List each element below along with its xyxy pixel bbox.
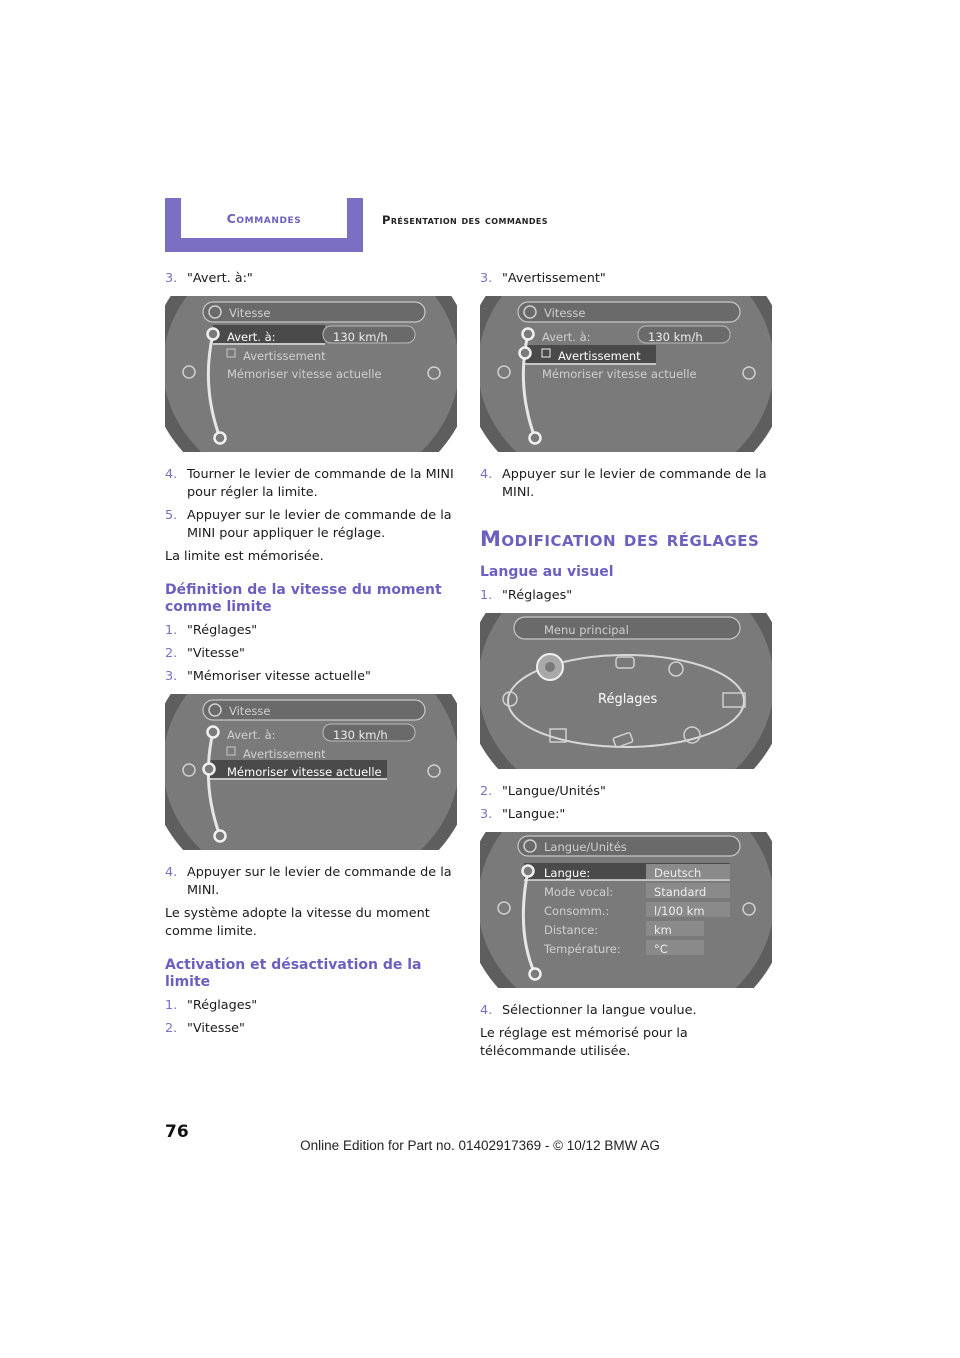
footer-edition: Online Edition for Part no. 01402917369 - © 10/12 BMW AG	[300, 1138, 660, 1153]
list-item: 4. Tourner le levier de commande de la MINI pour régler la limite.	[165, 467, 454, 500]
paragraph: Le réglage est mémorisé pour la télécommande utilisée.	[480, 1026, 688, 1059]
page-number: 76	[165, 1122, 189, 1142]
list-item: 1. "Réglages"	[165, 623, 258, 638]
display-screenshot-langue-unites: Langue/Unités Langue: Deutsch Mode vocal: Standard Consomm.: l/100 km Distance: km Température: °C	[480, 832, 772, 988]
heading-activation: Activation et désactivation de la limite	[165, 957, 422, 990]
list-item: 4. Appuyer sur le levier de commande de la MINI.	[165, 865, 452, 898]
display-screenshot-menu-principal: Menu principal Réglages	[480, 613, 772, 769]
list-item: 4. Sélectionner la langue voulue.	[480, 1003, 697, 1018]
heading-langue: Langue au visuel	[480, 564, 614, 580]
right-column	[480, 270, 772, 1066]
display-screenshot-memoriser: Vitesse Avert. à: 130 km/h Avertissement Mémoriser vitesse actuelle	[165, 694, 457, 850]
section-title: Présentation des commandes	[382, 213, 548, 227]
left-column	[165, 270, 457, 1043]
chapter-tab-label: Commandes	[181, 198, 347, 238]
list-item: 2. "Vitesse"	[165, 646, 245, 661]
list-item: 2. "Langue/Unités"	[480, 784, 606, 799]
paragraph: La limite est mémorisée.	[165, 549, 324, 564]
chapter-tab	[165, 198, 363, 252]
list-item: 1. "Réglages"	[165, 998, 258, 1013]
list-item: 5. Appuyer sur le levier de commande de la MINI pour appliquer le réglage.	[165, 508, 452, 541]
heading-modification: Modification des réglages	[480, 527, 760, 551]
display-screenshot-avert: Vitesse Avert. à: 130 km/h Avertissement Mémoriser vitesse actuelle	[165, 296, 457, 452]
list-item: 3. "Langue:"	[480, 807, 566, 822]
display-screenshot-avertissement: Vitesse Avert. à: 130 km/h Avertissement Mémoriser vitesse actuelle	[480, 296, 772, 452]
list-item: 3. "Mémoriser vitesse actuelle"	[165, 669, 371, 684]
list-item: 3. "Avert. à:"	[165, 271, 253, 286]
paragraph: Le système adopte la vitesse du moment comme limite.	[165, 906, 430, 939]
list-item: 4. Appuyer sur le levier de commande de la MINI.	[480, 467, 767, 500]
list-item: 2. "Vitesse"	[165, 1021, 245, 1036]
heading-definition: Définition de la vitesse du moment comme limite	[165, 582, 442, 615]
list-item: 3. "Avertissement"	[480, 271, 606, 286]
list-item: 1. "Réglages"	[480, 588, 573, 603]
